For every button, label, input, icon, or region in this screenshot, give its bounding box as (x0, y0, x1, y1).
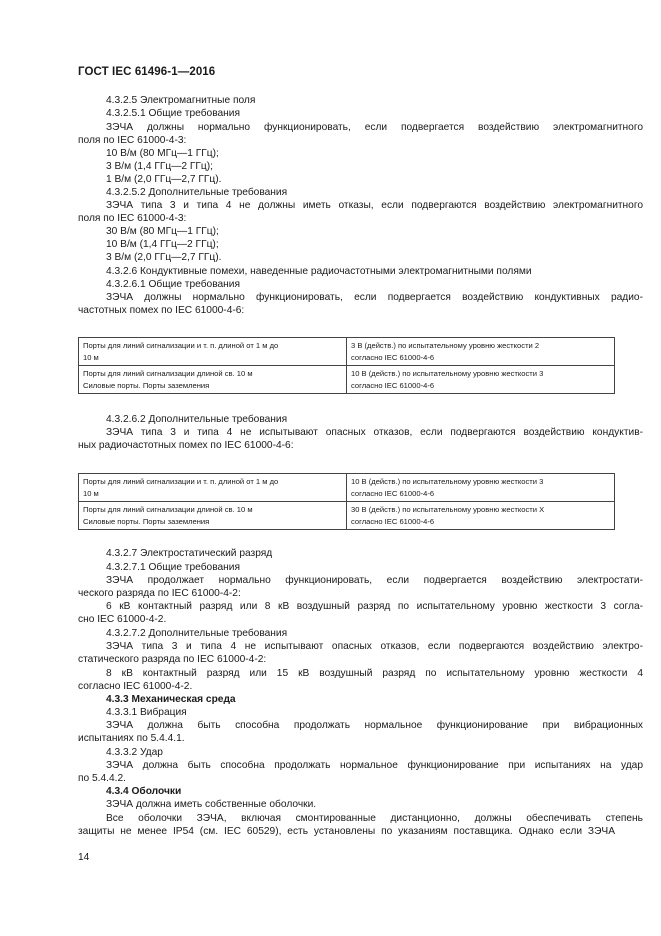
paragraph-line: поля по IEC 61000-4-3: (78, 135, 187, 146)
list-item: 3 В/м (1,4 ГГц—2 ГГц); (106, 161, 213, 172)
page-number: 14 (78, 852, 90, 863)
list-item: 10 В/м (80 МГц—1 ГГц); (106, 148, 219, 159)
paragraph-line: ЗЭЧА продолжает нормально функционировать, если подвергается воздействию электростати- (106, 575, 643, 586)
list-item: 1 В/м (2,0 ГГц—2,7 ГГц). (106, 174, 222, 185)
paragraph-line: Все оболочки ЗЭЧА, включая смонтированные дистанционно, должны обеспечивать степень (106, 813, 643, 824)
paragraph-line: 6 кВ контактный разряд или 8 кВ воздушный разряд по испытательному уровню жесткости 3 согла- (106, 601, 643, 612)
table-row (79, 366, 615, 394)
paragraph-line: 8 кВ контактный разряд или 15 кВ воздушный разряд по испытательному уровню жесткости 4 (106, 668, 643, 679)
paragraph-line: согласно IEC 61000-4-2. (78, 681, 193, 692)
section-heading: 4.3.3 Механическая среда (106, 694, 236, 705)
paragraph-line: ЗЭЧА типа 3 и типа 4 не испытывают опасных отказов, если подвергаются воздействию кондуктив- (106, 427, 643, 438)
paragraph-line: ЗЭЧА должна быть способна продолжать нормальное функционирование при вибрационных (106, 720, 643, 731)
table-cell: Порты для линий сигнализации длиной св. 10 м Силовые порты. Порты заземления (79, 502, 347, 530)
paragraph-line: ЗЭЧА должны нормально функционировать, если подвергается воздействию электромагнитного (106, 122, 643, 133)
paragraph-line: ЗЭЧА типа 3 и типа 4 не должны иметь отказы, если подвергаются воздействию электромагнитного (106, 200, 643, 211)
clause-heading: 4.3.2.7.1 Общие требования (106, 562, 240, 573)
table-row (79, 502, 615, 530)
paragraph-line: защиты не менее IP54 (см. IEC 60529), есть установлены по указаниям поставщика. Однако если ЗЭЧА (78, 826, 615, 837)
list-item: 30 В/м (80 МГц—1 ГГц); (106, 226, 219, 237)
table-cell: 10 В (действ.) по испытательному уровню жесткости 3 согласно IEC 61000-4-6 (347, 366, 615, 394)
clause-heading: 4.3.2.5.2 Дополнительные требования (106, 187, 288, 198)
list-item: 10 В/м (1,4 ГГц—2 ГГц); (106, 239, 219, 250)
paragraph-line: ЗЭЧА типа 3 и типа 4 не испытывают опасных отказов, если подвергаются воздействию электро- (106, 641, 643, 652)
clause-heading: 4.3.2.7.2 Дополнительные требования (106, 628, 288, 639)
paragraph-line: по 5.4.4.2. (78, 773, 126, 784)
table-cell: Порты для линий сигнализации длиной св. 10 м Силовые порты. Порты заземления (79, 366, 347, 394)
paragraph-line: ческого разряда по IEC 61000-4-2: (78, 588, 241, 599)
table-cell: Порты для линий сигнализации и т. п. длиной от 1 м до 10 м (79, 474, 347, 502)
clause-heading: 4.3.2.6.1 Общие требования (106, 279, 240, 290)
clause-heading: 4.3.2.5 Электромагнитные поля (106, 95, 256, 106)
table-cell: 10 В (действ.) по испытательному уровню жесткости 3 согласно IEC 61000-4-6 (347, 474, 615, 502)
table-cell: 30 В (действ.) по испытательному уровню жесткости Х согласно IEC 61000-4-6 (347, 502, 615, 530)
section-heading: 4.3.4 Оболочки (106, 786, 182, 797)
clause-heading: 4.3.2.7 Электростатический разряд (106, 548, 273, 559)
clause-heading: 4.3.2.6.2 Дополнительные требования (106, 414, 288, 425)
paragraph-line: испытаниях по 5.4.4.1. (78, 733, 185, 744)
paragraph-line: ЗЭЧА должна иметь собственные оболочки. (106, 799, 317, 810)
clause-heading: 4.3.3.1 Вибрация (106, 707, 187, 718)
paragraph-line: ЗЭЧА должна быть способна продолжать нормальное функционирование при испытаниях на удар (106, 760, 643, 771)
document-header: ГОСТ IEC 61496-1—2016 (78, 66, 216, 78)
paragraph-line: сно IEC 61000-4-2. (78, 614, 167, 625)
paragraph-line: ных радиочастотных помех по IEC 61000-4-6: (78, 440, 294, 451)
table-cell: 3 В (действ.) по испытательному уровню жесткости 2 согласно IEC 61000-4-6 (347, 338, 615, 366)
table-row (79, 474, 615, 502)
paragraph-line: ЗЭЧА должны нормально функционировать, если подвергается воздействию кондуктивных радио- (106, 292, 643, 303)
clause-heading: 4.3.2.5.1 Общие требования (106, 108, 240, 119)
table-cell: Порты для линий сигнализации и т. п. длиной от 1 м до 10 м (79, 338, 347, 366)
paragraph-line: статического разряда по IEC 61000-4-2: (78, 654, 267, 665)
list-item: 3 В/м (2,0 ГГц—2,7 ГГц). (106, 252, 222, 263)
interference-table-1 (78, 337, 615, 394)
paragraph-line: частотных помех по IEC 61000-4-6: (78, 305, 245, 316)
clause-heading: 4.3.2.6 Кондуктивные помехи, наведенные радиочастотными электромагнитными полями (106, 266, 532, 277)
table-row (79, 338, 615, 366)
interference-table-2 (78, 473, 615, 530)
clause-heading: 4.3.3.2 Удар (106, 747, 163, 758)
paragraph-line: поля по IEC 61000-4-3: (78, 213, 187, 224)
